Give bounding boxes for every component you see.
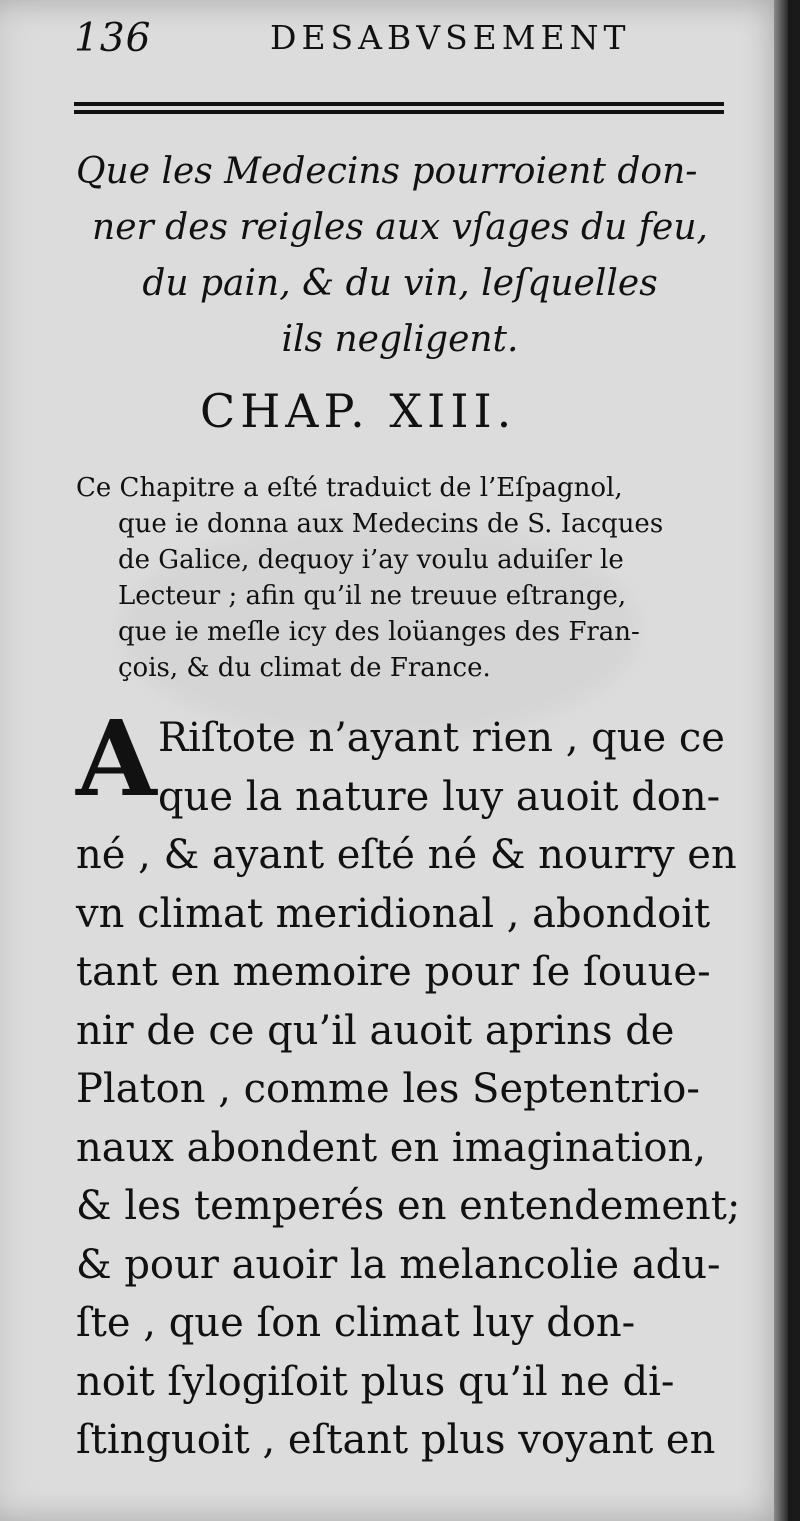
- body-line: ſtinguoit , eſtant plus voyant en: [76, 1417, 716, 1463]
- intro-note-line: que ie meſle icy des loüanges des Fran-: [118, 617, 640, 647]
- chapter-title-line: Que les Medecins pourroient don-: [76, 151, 698, 192]
- body-line: vn climat meridional , abondoit: [76, 890, 711, 937]
- body-line: que la nature luy auoit don-: [158, 773, 721, 820]
- intro-note-line: de Galice, dequoy i’ay voulu aduiſer le: [118, 545, 624, 575]
- intro-note-line: Lecteur ; afin qu’il ne treuue eſtrange,: [118, 581, 627, 611]
- body-line: nir de ce qu’il auoit aprins de: [76, 1007, 675, 1054]
- chapter-title-line: ner des reigles aux vſages du feu,: [92, 207, 708, 248]
- chapter-number: CHAP. XIII.: [200, 384, 517, 438]
- intro-note-line: çois, & du climat de France.: [118, 653, 491, 683]
- body-line: noit ſylogiſoit plus qu’il ne di-: [76, 1358, 675, 1405]
- intro-note-line: Ce Chapitre a eſté traduict de l’Eſpagnol,: [76, 473, 623, 503]
- intro-note-line: que ie donna aux Medecins de S. Iacques: [118, 509, 664, 539]
- intro-note: [76, 470, 736, 686]
- chapter-title-line: ils negligent.: [281, 319, 519, 360]
- page-header: [74, 16, 724, 76]
- body-line: & les temperés en entendement;: [76, 1183, 741, 1229]
- chapter-title: [76, 144, 724, 368]
- body-line: & pour auoir la melancolie adu-: [76, 1241, 721, 1288]
- body-line: ſte , que ſon climat luy don-: [76, 1300, 636, 1346]
- page-edge-shadow: [774, 0, 788, 1521]
- body-line: tant en memoire pour ſe ſouue-: [76, 949, 711, 995]
- drop-cap: A: [76, 697, 157, 820]
- running-head: DESABVSEMENT: [270, 18, 631, 57]
- chapter-title-line: du pain, & du vin, leſquelles: [142, 263, 658, 304]
- body-line: Riſtote n’ayant rien , que ce: [158, 715, 725, 761]
- header-rule: [74, 102, 724, 114]
- body-line: né , & ayant eſté né & nourry en: [76, 832, 737, 878]
- body-line: Platon , comme les Septentrio-: [76, 1066, 700, 1112]
- page-number: 136: [74, 16, 152, 61]
- body-text: [76, 697, 741, 1470]
- body-line: naux abondent en imagination,: [76, 1124, 706, 1171]
